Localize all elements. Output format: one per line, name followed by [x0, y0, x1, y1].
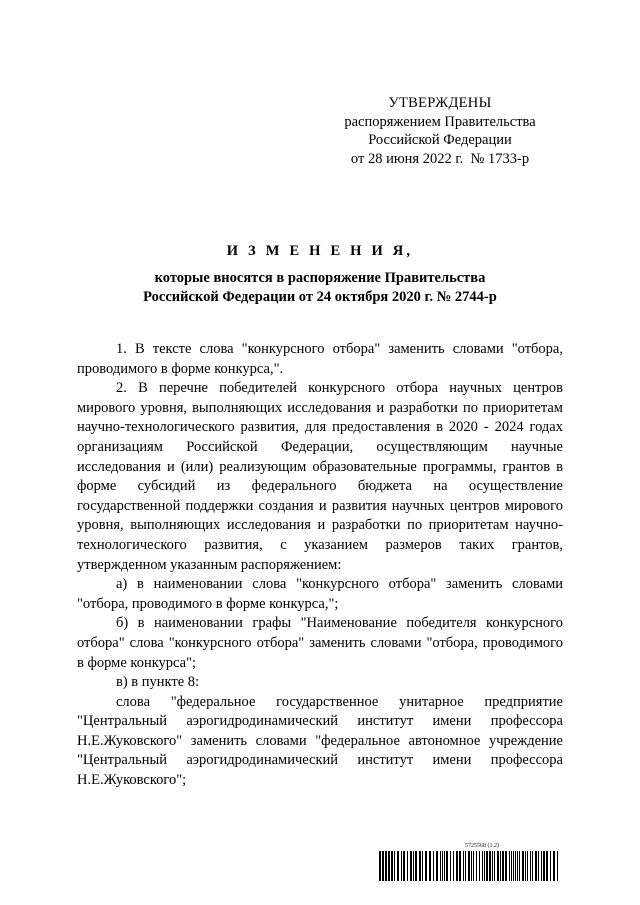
- barcode-bar: [484, 851, 485, 881]
- barcode-bar: [541, 851, 542, 881]
- approval-line: распоряжением Правительства: [344, 113, 536, 130]
- barcode-bar: [482, 851, 483, 881]
- barcode-bar: [465, 851, 466, 881]
- barcode-bar: [407, 851, 408, 881]
- barcode-bar: [456, 851, 458, 881]
- barcode-bar: [538, 851, 539, 881]
- barcode-bar: [509, 851, 510, 881]
- barcode-bar: [401, 851, 402, 881]
- barcode-bar: [532, 851, 533, 881]
- barcode-bar: [471, 851, 472, 881]
- barcode-bar: [479, 851, 480, 881]
- barcode-bar: [442, 851, 443, 881]
- barcode-bar: [463, 851, 464, 881]
- approval-date-line: от 28 июня 2022 г. № 1733-р: [350, 150, 530, 167]
- barcode-bar: [419, 851, 421, 881]
- barcode-bar: [505, 851, 507, 881]
- barcode-bar: [413, 851, 414, 881]
- barcode-bar: [415, 851, 417, 881]
- barcode-bar: [403, 851, 405, 881]
- barcode-bar: [436, 851, 438, 881]
- barcode-bar: [530, 851, 531, 881]
- document-title: [100, 242, 540, 307]
- paragraph-2a: а) в наименовании слова "конкурсного отбора" заменить словами "отбора, проводимого в форме конкурса,";: [77, 576, 563, 612]
- barcode-bar: [453, 851, 454, 881]
- paragraph-2b: б) в наименовании графы "Наименование победителя конкурсного отбора" слова "конкурсного отбора" заменить словами "отбора, проводимого в форме конкурса";: [77, 615, 563, 671]
- barcode-bar: [502, 851, 504, 881]
- barcode-bar: [489, 851, 491, 881]
- barcode-bar: [492, 851, 493, 881]
- barcode-bar: [379, 851, 381, 881]
- paragraph-2v: в) в пункте 8:: [116, 674, 200, 691]
- barcode-bar: [522, 851, 524, 881]
- barcode-bar: [459, 851, 461, 881]
- approval-heading: УТВЕРЖДЕНЫ: [388, 95, 492, 111]
- barcode-bar: [557, 851, 558, 881]
- title-subtitle-line: Российской Федерации от 24 октября 2020 г. № 2744-р: [143, 289, 497, 305]
- barcode-bar: [497, 851, 499, 881]
- paragraph-1: 1. В тексте слова "конкурсного отбора" заменить словами "отбора, проводимого в форме конкурса,".: [77, 341, 563, 377]
- paragraph-2v-words: слова "федеральное государственное унитарное предприятие "Центральный аэрогидродинамический институт имени профессора Н.Е.Жуковского" заменить словами "федеральное автономное учреждение "Центральный аэрогидродинамический институт имени профессора Н.Е.Жуковского";: [77, 693, 563, 789]
- barcode-bar: [473, 851, 474, 881]
- barcode-bar: [446, 851, 448, 881]
- barcode-bar: [388, 851, 390, 881]
- barcode-bar: [444, 851, 445, 881]
- barcode-bar: [382, 851, 384, 881]
- barcode-bar: [494, 851, 495, 881]
- paragraph-2: 2. В перечне победителей конкурсного отбора научных центров мирового уровня, выполняющих исследования и разработки по приоритетам научно-технологического развития, для предоставления в 2020 - 2024 годах организациям Российской Федерации, осуществляющим научные исследования и (или) реализующим образовательные программы, грантов в форме субсидий из федерального бюджета на осуществление государственной поддержки создания и развития научных центров мирового уровня, выполняющих исследования и разработки по приоритетам научно-технологического развития, с указанием размеров таких грантов, утвержденном указанным распоряжением:: [77, 380, 563, 573]
- barcode-bar: [546, 851, 548, 881]
- barcode-bar: [525, 851, 526, 881]
- barcode-bar: [450, 851, 451, 881]
- barcode-bar: [500, 851, 501, 881]
- title-heading: И З М Е Н Е Н И Я,: [226, 243, 414, 259]
- barcode-bar: [527, 851, 528, 881]
- barcode-image: [379, 851, 561, 881]
- barcode-bar: [543, 851, 545, 881]
- barcode-bar: [486, 851, 488, 881]
- barcode-bar: [513, 851, 514, 881]
- barcode-bar: [425, 851, 427, 881]
- barcode-bar: [517, 851, 518, 881]
- barcode-bar: [550, 851, 551, 881]
- barcode-bar: [535, 851, 537, 881]
- barcode-bar: [553, 851, 555, 881]
- barcode-bar: [394, 851, 395, 881]
- approval-line: Российской Федерации: [368, 132, 512, 148]
- barcode-bar: [410, 851, 412, 881]
- barcode-number: 5725568 (1.2): [465, 843, 499, 849]
- document-body: [77, 340, 563, 791]
- barcode-bar: [433, 851, 434, 881]
- barcode-bar: [440, 851, 441, 881]
- barcode-bar: [397, 851, 399, 881]
- barcode-bar: [468, 851, 470, 881]
- barcode-bar: [422, 851, 423, 881]
- barcode-bar: [476, 851, 477, 881]
- barcode-bar: [515, 851, 516, 881]
- barcode-bar: [519, 851, 520, 881]
- title-subtitle-line: которые вносятся в распоряжение Правительства: [154, 270, 486, 286]
- barcode-bar: [429, 851, 431, 881]
- barcode-bar: [391, 851, 393, 881]
- approval-stamp: [330, 94, 550, 168]
- barcode-bar: [511, 851, 512, 881]
- barcode-bar: [385, 851, 387, 881]
